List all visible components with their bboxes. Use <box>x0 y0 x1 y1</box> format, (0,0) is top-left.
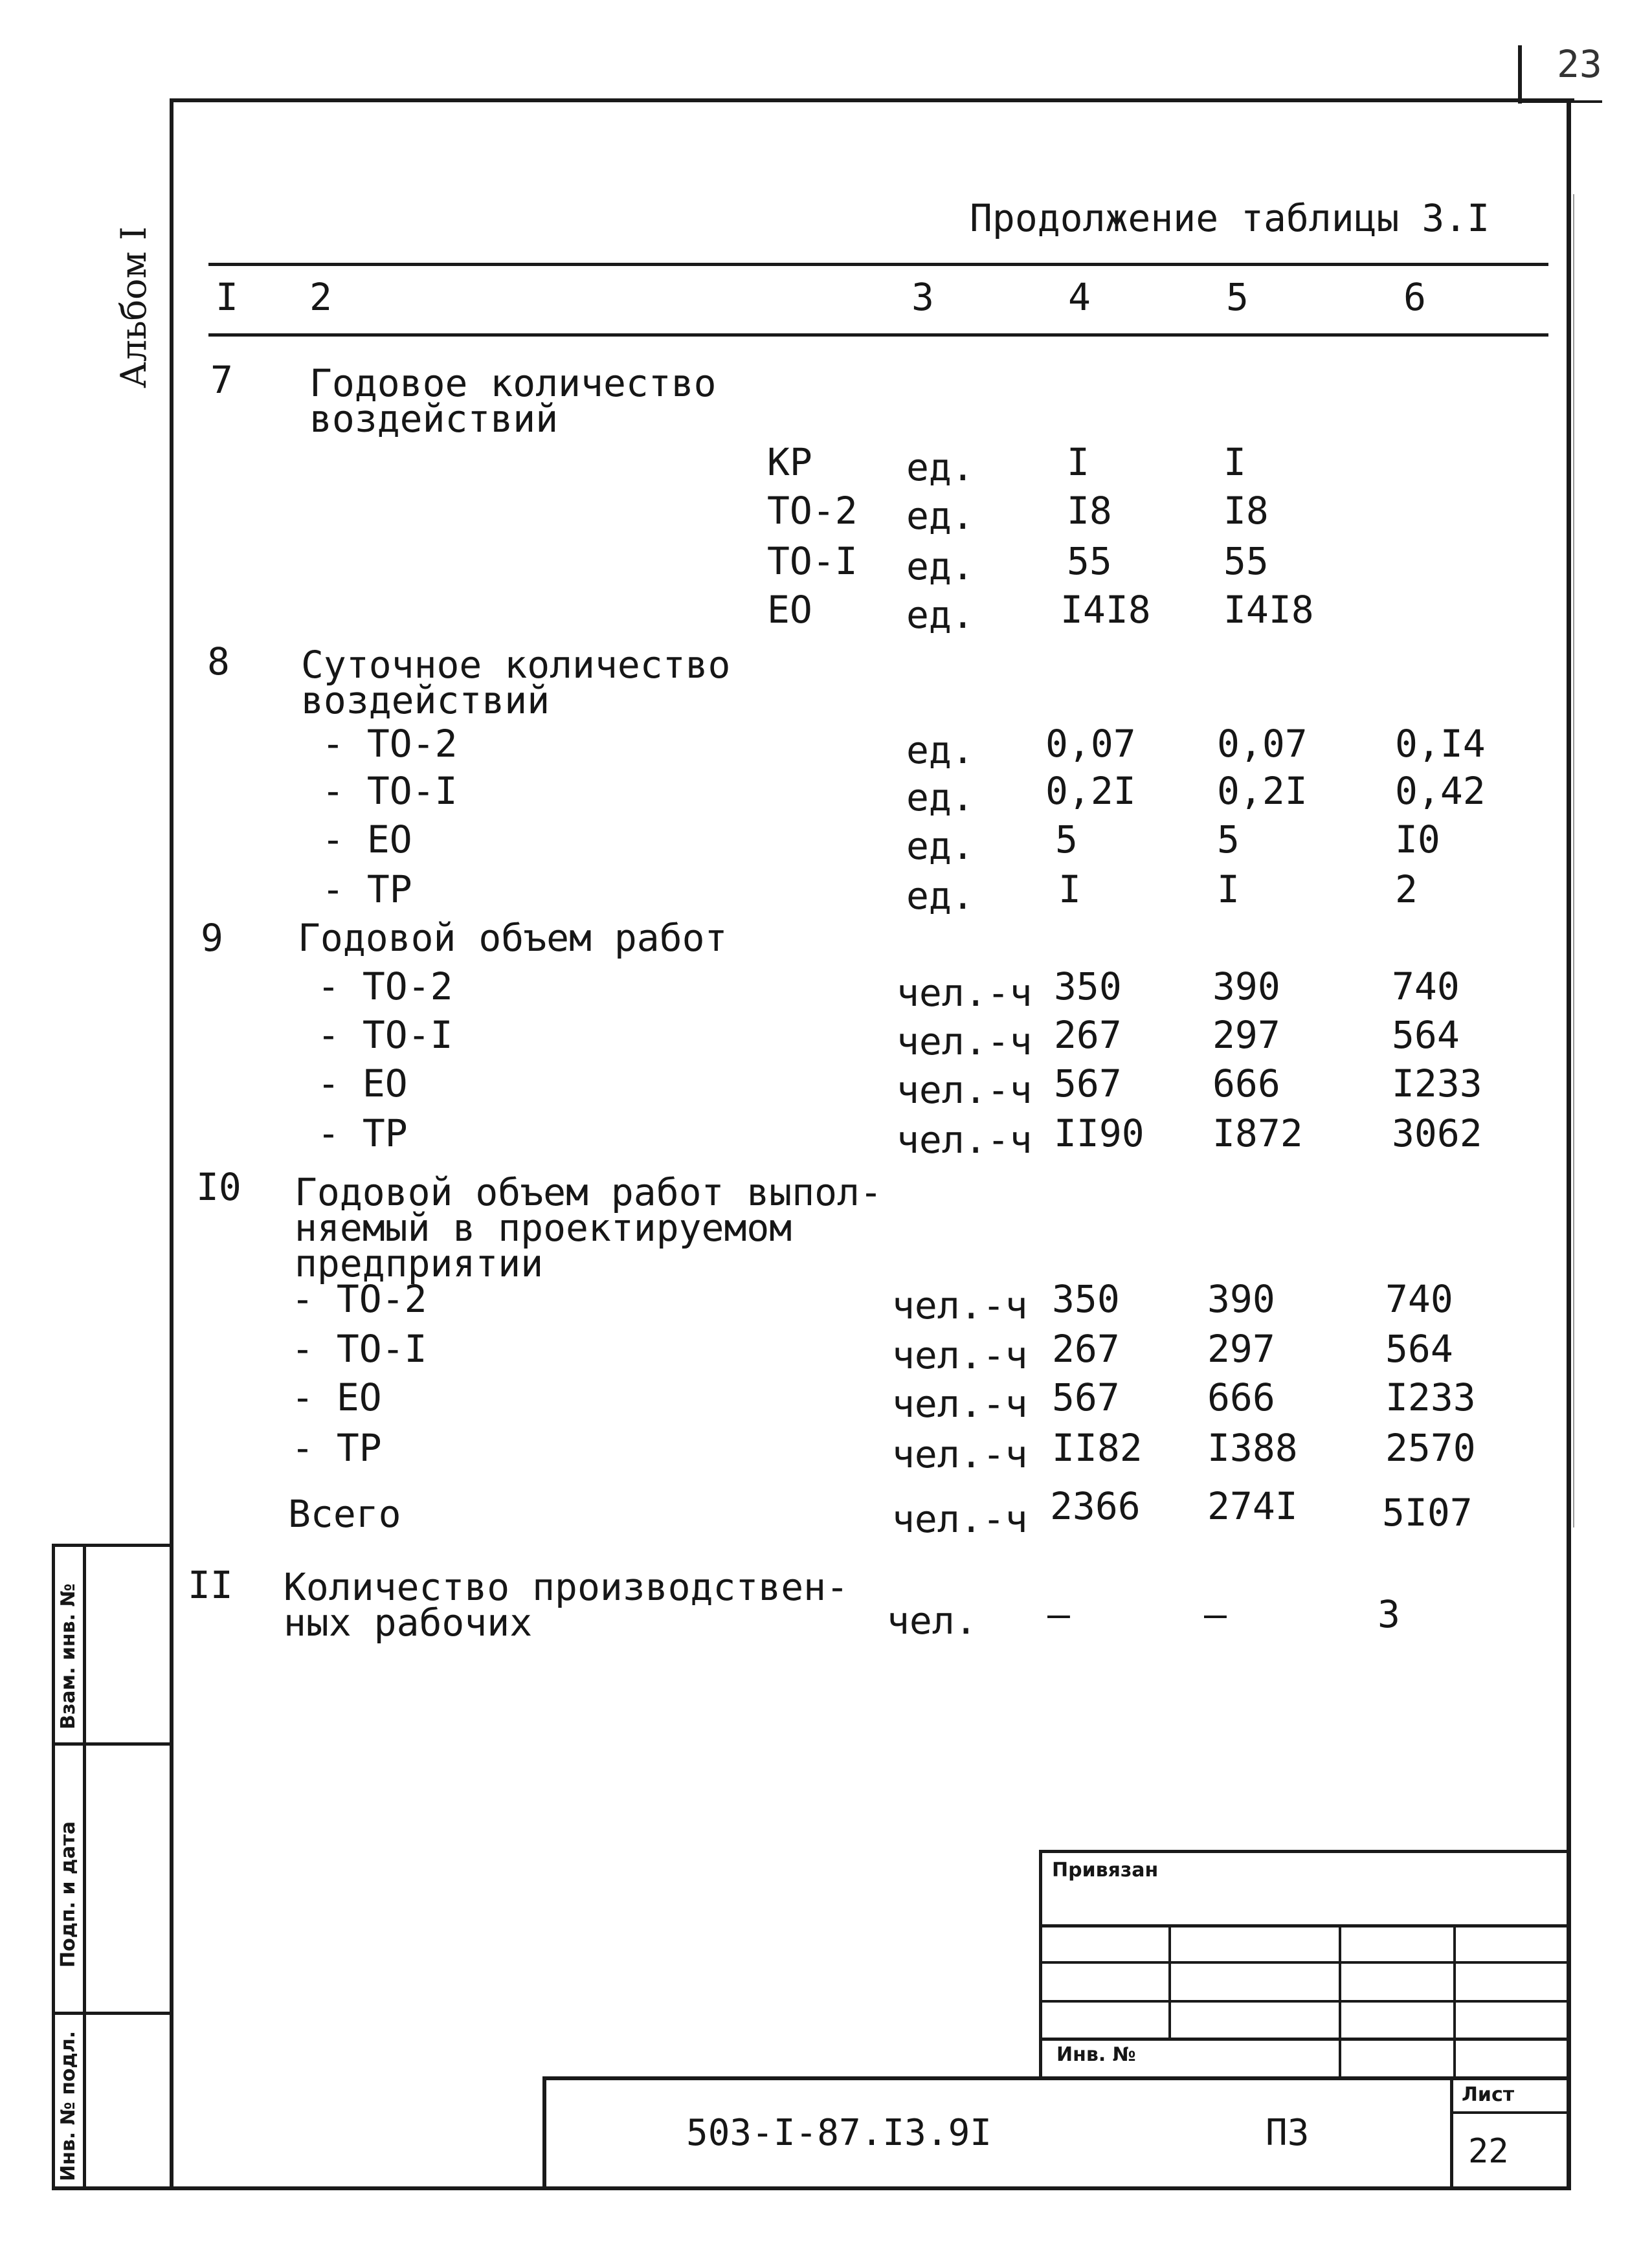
row-number: 8 <box>207 639 230 683</box>
row-number: I0 <box>196 1165 241 1209</box>
row-number: II <box>188 1563 233 1607</box>
row-c4: I8 <box>1067 489 1112 533</box>
tb-top <box>1039 1850 1570 1853</box>
stamp-left-edge <box>52 1544 55 2190</box>
row-c5: 666 <box>1207 1375 1275 1419</box>
col-header-2: 2 <box>309 275 332 319</box>
header-rule-top <box>208 263 1548 266</box>
row-text: - ЕО <box>317 1061 408 1105</box>
row-text: Количество производствен- ных рабочих <box>284 1565 849 1645</box>
row-text: - ТР <box>317 1111 408 1155</box>
row-unit: чел. <box>887 1599 977 1643</box>
tb-col-1 <box>1168 1924 1171 2041</box>
row-unit: чел.-ч <box>892 1283 1028 1327</box>
row-c4: 5 <box>1055 817 1078 861</box>
row-c6: 0,42 <box>1395 769 1486 813</box>
row-c5: 55 <box>1223 539 1269 583</box>
stamp-sep-2 <box>52 2012 173 2015</box>
row-c4: 350 <box>1054 964 1122 1008</box>
row-c6: 564 <box>1385 1327 1453 1371</box>
row-text: - ТР <box>322 867 412 911</box>
row-c5: – <box>1204 1592 1227 1636</box>
code-block-left <box>542 2076 546 2190</box>
row-unit: ед. <box>906 874 974 918</box>
page-number: 23 <box>1557 42 1602 86</box>
col-header-3: 3 <box>911 275 934 319</box>
row-c6: 5I07 <box>1382 1491 1473 1535</box>
row-text: Годовой объем работ <box>298 916 728 960</box>
row-c4: 267 <box>1054 1013 1122 1057</box>
stamp-top <box>52 1544 173 1547</box>
row-c5: 297 <box>1212 1013 1280 1057</box>
row-c4: 55 <box>1067 539 1112 583</box>
sheet-col <box>1450 2076 1453 2190</box>
frame-left <box>170 98 173 2189</box>
page-number-rule <box>1518 45 1522 104</box>
row-unit: чел.-ч <box>897 1068 1032 1112</box>
row-c5: I4I8 <box>1223 588 1314 632</box>
row-c6: 2 <box>1395 867 1418 911</box>
col-header-1: I <box>216 275 238 319</box>
row-unit: ед. <box>906 593 974 637</box>
frame-right <box>1567 98 1571 2190</box>
row-c6: 3062 <box>1392 1111 1482 1155</box>
row-text: - ТО-2 <box>291 1277 427 1321</box>
row-c6: 0,I4 <box>1395 722 1486 766</box>
tb-row-4 <box>1039 2038 1570 2041</box>
stamp-inv-podl: Инв. № подл. <box>57 2030 80 2181</box>
row-c5: 297 <box>1207 1327 1275 1371</box>
tb-col-3 <box>1453 1924 1456 2080</box>
tb-row-1 <box>1039 1924 1570 1927</box>
tb-inv-no: Инв. № <box>1056 2043 1136 2066</box>
tb-privyazan: Привязан <box>1052 1859 1159 1882</box>
sheet-number: 22 <box>1468 2132 1509 2171</box>
row-c4: 350 <box>1052 1277 1120 1321</box>
row-unit: чел.-ч <box>897 1019 1032 1063</box>
header-rule-bottom <box>208 333 1548 337</box>
row-c5: 666 <box>1212 1061 1280 1105</box>
tb-col-2 <box>1339 1924 1341 2080</box>
row-text: - ТО-2 <box>317 964 453 1008</box>
row-c4: I <box>1058 867 1081 911</box>
row-text: - ТР <box>291 1426 382 1470</box>
sheet-label: Лист <box>1462 2083 1515 2106</box>
row-c5: I388 <box>1207 1426 1298 1470</box>
row-code: ТО-I <box>767 539 858 583</box>
row-c4: II90 <box>1054 1111 1144 1155</box>
row-c4: I <box>1067 440 1089 484</box>
row-number: 9 <box>201 916 223 960</box>
row-unit: чел.-ч <box>892 1382 1028 1426</box>
row-c5: I <box>1223 440 1246 484</box>
tb-row-3 <box>1039 2000 1570 2003</box>
row-c6: 740 <box>1385 1277 1453 1321</box>
row-c5: 274I <box>1207 1484 1298 1528</box>
row-c6: 3 <box>1378 1592 1400 1636</box>
stamp-podp-data: Подп. и дата <box>57 1821 80 1968</box>
row-text: - ТО-I <box>317 1013 453 1057</box>
row-c6: I0 <box>1395 817 1440 861</box>
row-c4: 267 <box>1052 1327 1120 1371</box>
scan-edge-mark <box>1573 194 1574 1527</box>
tb-row-2 <box>1039 1961 1570 1964</box>
row-text: - ТО-I <box>291 1327 427 1371</box>
row-code: КР <box>767 440 812 484</box>
doc-section: ПЗ <box>1266 2112 1310 2154</box>
row-unit: чел.-ч <box>892 1333 1028 1377</box>
row-c5: 0,2I <box>1217 769 1308 813</box>
row-unit: ед. <box>906 445 974 489</box>
row-c5: I872 <box>1212 1111 1303 1155</box>
table-caption: Продолжение таблицы 3.I <box>970 196 1490 240</box>
row-text: Суточное количество воздействий <box>301 643 731 723</box>
row-code: ЕО <box>767 588 812 632</box>
row-text: Годовой объем работ выпол- няемый в проектируемом предприятии <box>295 1170 882 1286</box>
code-block-top <box>544 2076 1570 2080</box>
row-c4: – <box>1047 1592 1070 1636</box>
row-c6: I233 <box>1392 1061 1482 1105</box>
doc-code: 503-I-87.I3.9I <box>686 2112 992 2154</box>
row-text: - ЕО <box>291 1375 382 1419</box>
row-c5: I8 <box>1223 489 1269 533</box>
frame-bottom <box>52 2186 1571 2190</box>
col-header-5: 5 <box>1226 275 1249 319</box>
row-unit: чел.-ч <box>897 1118 1032 1162</box>
row-number: 7 <box>210 358 233 402</box>
total-label: Всего <box>288 1492 401 1536</box>
row-c5: 0,07 <box>1217 722 1308 766</box>
frame-top <box>170 98 1574 102</box>
row-c4: 567 <box>1054 1061 1122 1105</box>
row-c4: 0,07 <box>1045 722 1136 766</box>
row-c6: 564 <box>1392 1013 1460 1057</box>
stamp-sep-1 <box>52 1742 173 1746</box>
row-c4: I4I8 <box>1060 588 1151 632</box>
col-header-6: 6 <box>1403 275 1426 319</box>
row-text: - ЕО <box>322 817 412 861</box>
row-c5: 5 <box>1217 817 1240 861</box>
row-c6: 740 <box>1392 964 1460 1008</box>
row-c5: 390 <box>1207 1277 1275 1321</box>
row-unit: чел.-ч <box>892 1497 1028 1541</box>
row-c5: 390 <box>1212 964 1280 1008</box>
album-label: Альбом I <box>113 226 154 388</box>
row-code: ТО-2 <box>767 489 858 533</box>
row-unit: чел.-ч <box>897 971 1032 1015</box>
sheet-sep <box>1450 2111 1570 2114</box>
row-c6: 2570 <box>1385 1426 1476 1470</box>
row-c4: II82 <box>1052 1426 1143 1470</box>
tb-left <box>1039 1850 1042 2080</box>
row-c6: I233 <box>1385 1375 1476 1419</box>
row-c5: I <box>1217 867 1240 911</box>
row-text: Годовое количество воздействий <box>309 361 717 441</box>
stamp-divider <box>83 1544 86 2190</box>
row-unit: ед. <box>906 544 974 588</box>
stamp-vzam-inv: Взам. инв. № <box>57 1583 80 1729</box>
row-unit: ед. <box>906 728 974 772</box>
col-header-4: 4 <box>1068 275 1091 319</box>
row-text: - ТО-2 <box>322 722 458 766</box>
row-c4: 567 <box>1052 1375 1120 1419</box>
row-unit: ед. <box>906 824 974 868</box>
row-unit: чел.-ч <box>892 1432 1028 1476</box>
row-unit: ед. <box>906 775 974 819</box>
row-c4: 0,2I <box>1045 769 1136 813</box>
row-text: - ТО-I <box>322 769 458 813</box>
row-unit: ед. <box>906 494 974 538</box>
row-c4: 2366 <box>1050 1484 1141 1528</box>
